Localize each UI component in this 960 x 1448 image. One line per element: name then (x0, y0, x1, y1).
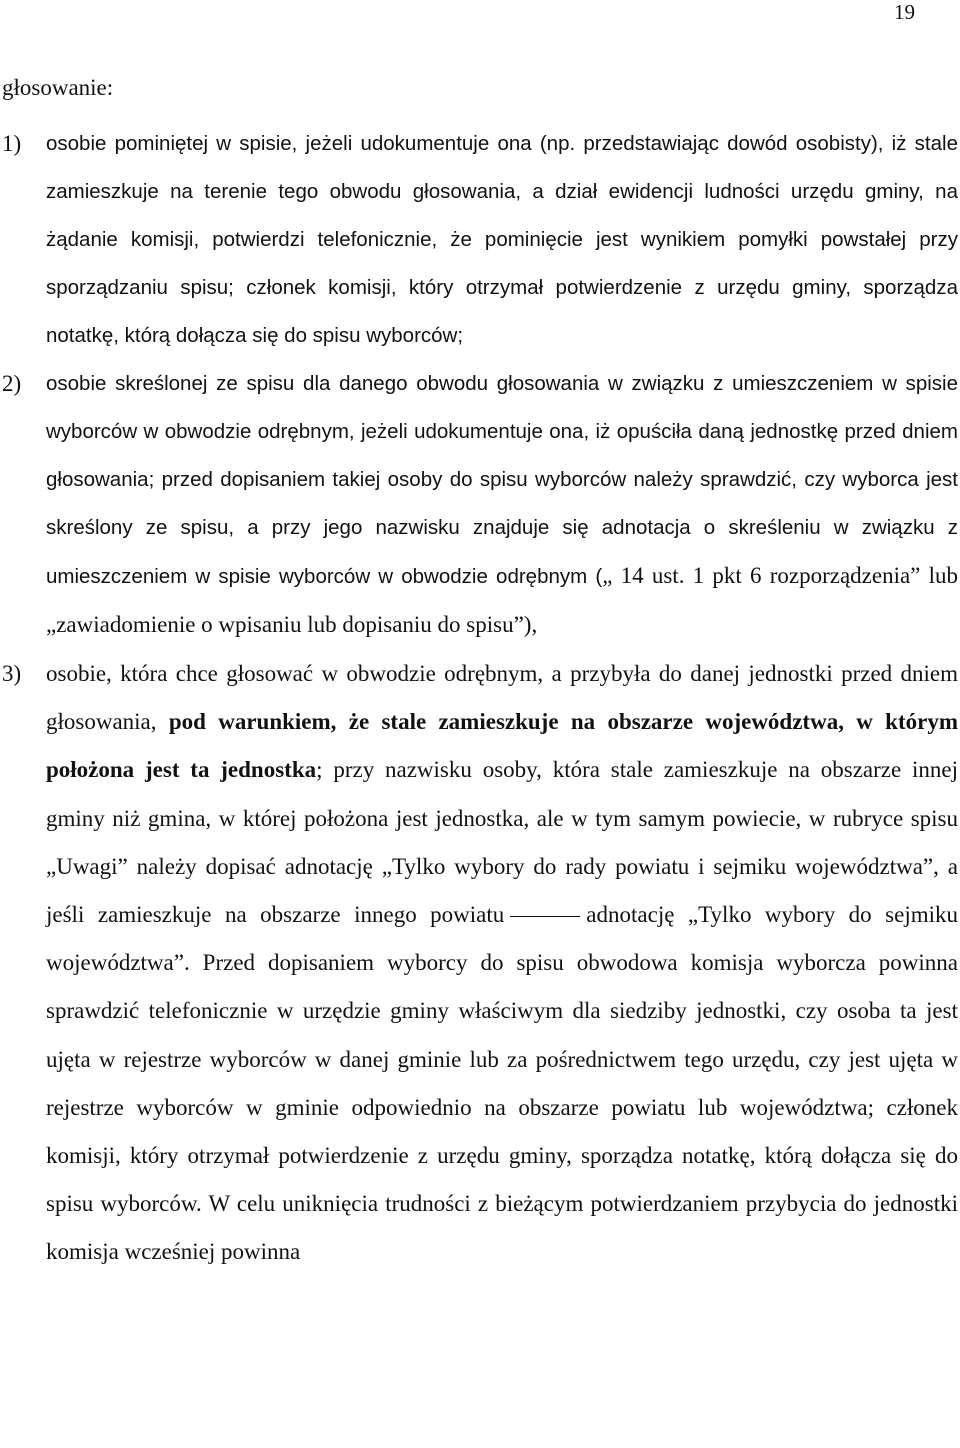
item-list (0, 120, 960, 1277)
intro-text: głosowanie: (2, 75, 114, 100)
em-dash-rule (510, 916, 580, 917)
item-text-part: adnotację „Tylko wybory do sejmiku województwa”. Przed dopisaniem wyborcy do spisu obwodowa komisja wyborcza powinna sprawdzić telefonicznie w urzędzie gminy właściwym dla siedziby jednostki, czy osoba ta jest ujęta w rejestrze wyborców w danej gminie lub za pośrednictwem tego urzędu, czy jest ujęta w rejestrze wyborców w gminie odpowiednio na obszarze powiatu lub województwa; członek komisji, który otrzymał potwierdzenie z urzędu gminy, sporządza notatkę, którą dołącza się do spisu wyborców. W celu uniknięcia trudności z bieżącym potwierdzaniem przybycia do jednostki komisja wcześniej powinna (46, 902, 959, 1265)
item-text-part: osobie, która chce głosować w obwodzie odrębnym, a przybyła do danej jednostki przed dniem głosowania, (46, 661, 958, 735)
item-text (46, 650, 958, 1277)
item-text (46, 360, 958, 650)
list-item (0, 650, 960, 1277)
item-number: 2) (2, 371, 22, 396)
item-text-part: „ 14 ust. 1 pkt 6 rozporządzenia” lub „zawiadomienie o wpisaniu lub dopisaniu do spisu”), (46, 563, 958, 637)
item-text: osobie pominiętej w spisie, jeżeli udokumentuje ona (np. przedstawiając dowód osobisty), iż stale zamieszkuje na terenie tego obwodu głosowania, a dział ewidencji ludności urzędu gminy, na żądanie komisji, potwierdzi telefonicznie, że pominięcie jest wynikiem pomyłki powstałej przy sporządzaniu spisu; członek komisji, który otrzymał potwierdzenie z urzędu gminy, sporządza notatkę, którą dołącza się do spisu wyborców; (46, 132, 958, 347)
page-number: 19 (894, 0, 915, 24)
item-text-bold: pod warunkiem, że stale zamieszkuje na obszarze województwa, w którym położona jest ta jednostka (46, 709, 959, 783)
item-number: 1) (2, 131, 22, 156)
item-number: 3) (2, 661, 22, 686)
list-item (0, 360, 960, 650)
item-text-part: ; przy nazwisku osoby, która stale zamieszkuje na obszarze innej gminy niż gmina, w której położona jest jednostka, ale w tym samym powiecie, w rubryce spisu „Uwagi” należy dopisać adnotację „Tylko wybory do rady powiatu i sejmiku województwa”, a jeśli zamieszkuje na obszarze innego powiatu (46, 757, 959, 928)
list-item (0, 120, 960, 360)
item-text-part: osobie skreślonej ze spisu dla danego obwodu głosowania w związku z umieszczeniem w spisie wyborców w obwodzie odrębnym, jeżeli udokumentuje ona, iż opuściła daną jednostkę przed dniem głosowania; przed dopisaniem takiej osoby do spisu wyborców należy sprawdzić, czy wyborca jest skreślony ze spisu, a przy jego nazwisku znajduje się adnotacja o skreśleniu w związku z umieszczeniem w spisie wyborców w obwodzie odrębnym ( (46, 372, 958, 588)
